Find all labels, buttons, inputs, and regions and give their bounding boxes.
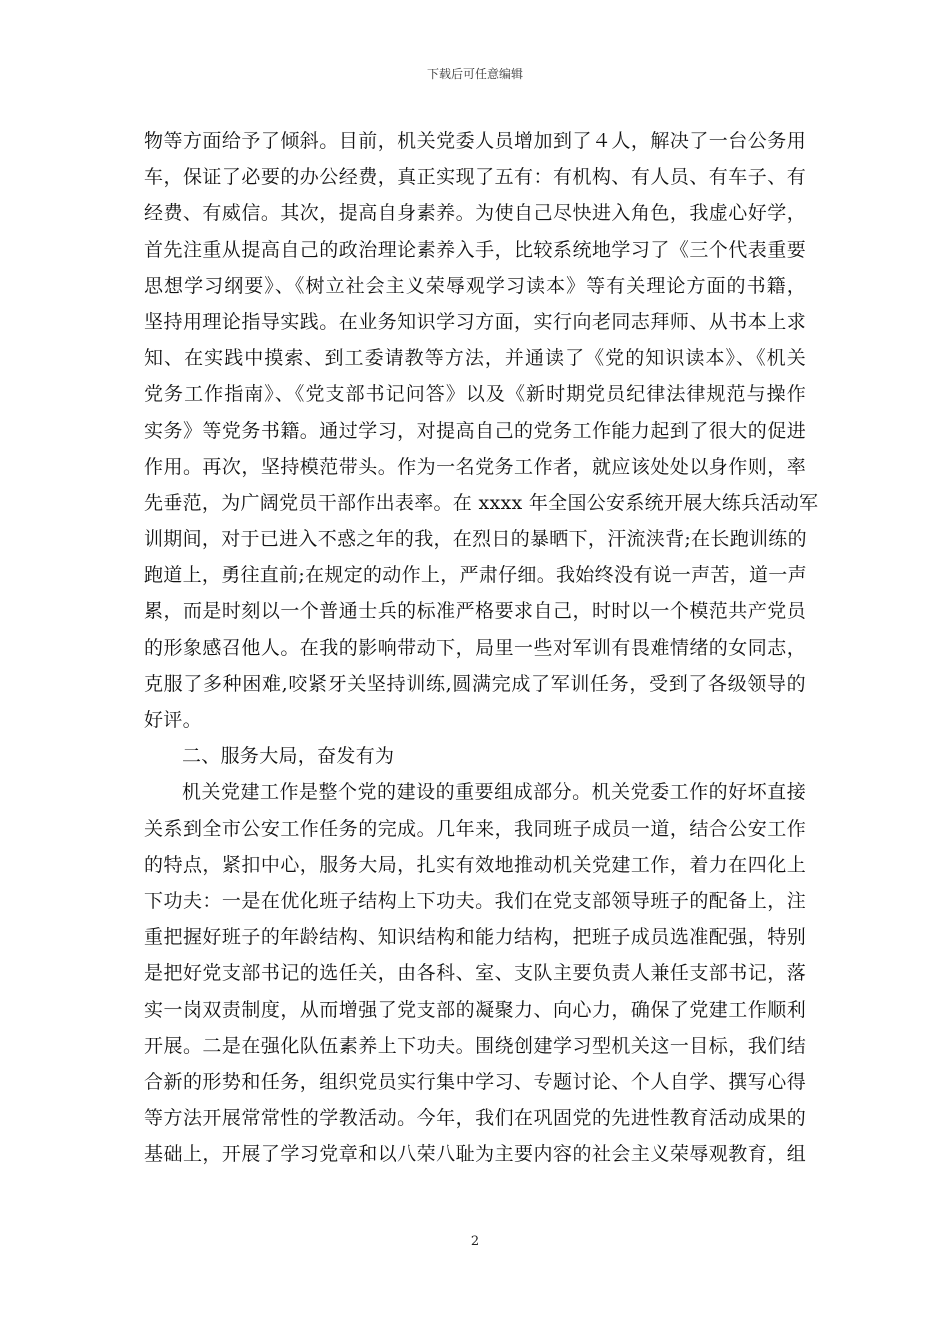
text-line: 的特点，紧扣中心，服务大局，扎实有效地推动机关党建工作，着力在四化上	[144, 853, 806, 876]
text-line: 累，而是时刻以一个普通士兵的标准严格要求自己，时时以一个模范共产党员	[144, 600, 806, 623]
paragraph-end-line: 好评。	[144, 709, 202, 731]
text-line: 重把握好班子的年龄结构、知识结构和能力结构，把班子成员选准配强，特别	[144, 926, 806, 949]
text-line: 关系到全市公安工作任务的完成。几年来，我同班子成员一道，结合公安工作	[144, 817, 806, 840]
text-line: 先垂范，为广阔党员干部作出表率。在 xxxx 年全国公安系统开展大练兵活动军	[144, 491, 819, 514]
text-line: 克服了多种困难,咬紧牙关坚持训练,圆满完成了军训任务，受到了各级领导的	[144, 672, 806, 695]
text-line: 作用。再次，坚持模范带头。作为一名党务工作者，就应该处处以身作则，率	[144, 455, 806, 478]
text-line: 等方法开展常常性的学教活动。今年，我们在巩固党的先进性教育活动成果的	[144, 1107, 806, 1130]
text-line: 合新的形势和任务，组织党员实行集中学习、专题讨论、个人自学、撰写心得	[144, 1070, 806, 1093]
text-line: 党务工作指南》、《党支部书记问答》以及《新时期党员纪律法律规范与操作	[144, 383, 806, 406]
section-heading: 二、服务大局，奋发有为	[182, 745, 395, 768]
text-line: 实务》等党务书籍。通过学习，对提高自己的党务工作能力起到了很大的促进	[144, 419, 806, 442]
text-line: 基础上，开展了学习党章和以八荣八耻为主要内容的社会主义荣辱观教育，组	[144, 1143, 806, 1166]
text-line: 是把好党支部书记的选任关，由各科、室、支队主要负责人兼任支部书记，落	[144, 962, 806, 985]
paragraph-first-line: 机关党建工作是整个党的建设的重要组成部分。机关党委工作的好坏直接	[182, 781, 806, 804]
text-line: 物等方面给予了倾斜。目前，机关党委人员增加到了４人，解决了一台公务用	[144, 130, 806, 152]
text-line: 知、在实践中摸索、到工委请教等方法，并通读了《党的知识读本》、《机关	[144, 347, 806, 370]
text-line: 实一岗双责制度，从而增强了党支部的凝聚力、向心力，确保了党建工作顺利	[144, 998, 806, 1021]
text-line: 坚持用理论指导实践。在业务知识学习方面，实行向老同志拜师、从书本上求	[144, 310, 806, 333]
document-body	[144, 123, 819, 1172]
page-number: 2	[470, 1234, 480, 1249]
text-line: 经费、有威信。其次，提高自身素养。为使自己尽快进入角色，我虚心好学，	[144, 202, 806, 225]
text-line: 训期间，对于已进入不惑之年的我，在烈日的暴晒下，汗流浃背;在长跑训练的	[144, 528, 807, 551]
text-line: 首先注重从提高自己的政治理论素养入手，比较系统地学习了《三个代表重要	[144, 238, 806, 261]
text-line: 的形象感召他人。在我的影响带动下，局里一些对军训有畏难情绪的女同志，	[144, 636, 806, 659]
text-line: 车，保证了必要的办公经费，真正实现了五有：有机构、有人员、有车子、有	[144, 166, 806, 189]
text-line: 开展。二是在强化队伍素养上下功夫。围绕创建学习型机关这一目标，我们结	[144, 1034, 806, 1057]
text-line: 跑道上，勇往直前;在规定的动作上，严肃仔细。我始终没有说一声苦，道一声	[144, 564, 807, 587]
page-header: 下载后可任意编辑	[426, 67, 523, 81]
text-line: 思想学习纲要》、《树立社会主义荣辱观学习读本》等有关理论方面的书籍，	[144, 274, 806, 297]
text-line: 下功夫：一是在优化班子结构上下功夫。我们在党支部领导班子的配备上，注	[144, 889, 806, 912]
